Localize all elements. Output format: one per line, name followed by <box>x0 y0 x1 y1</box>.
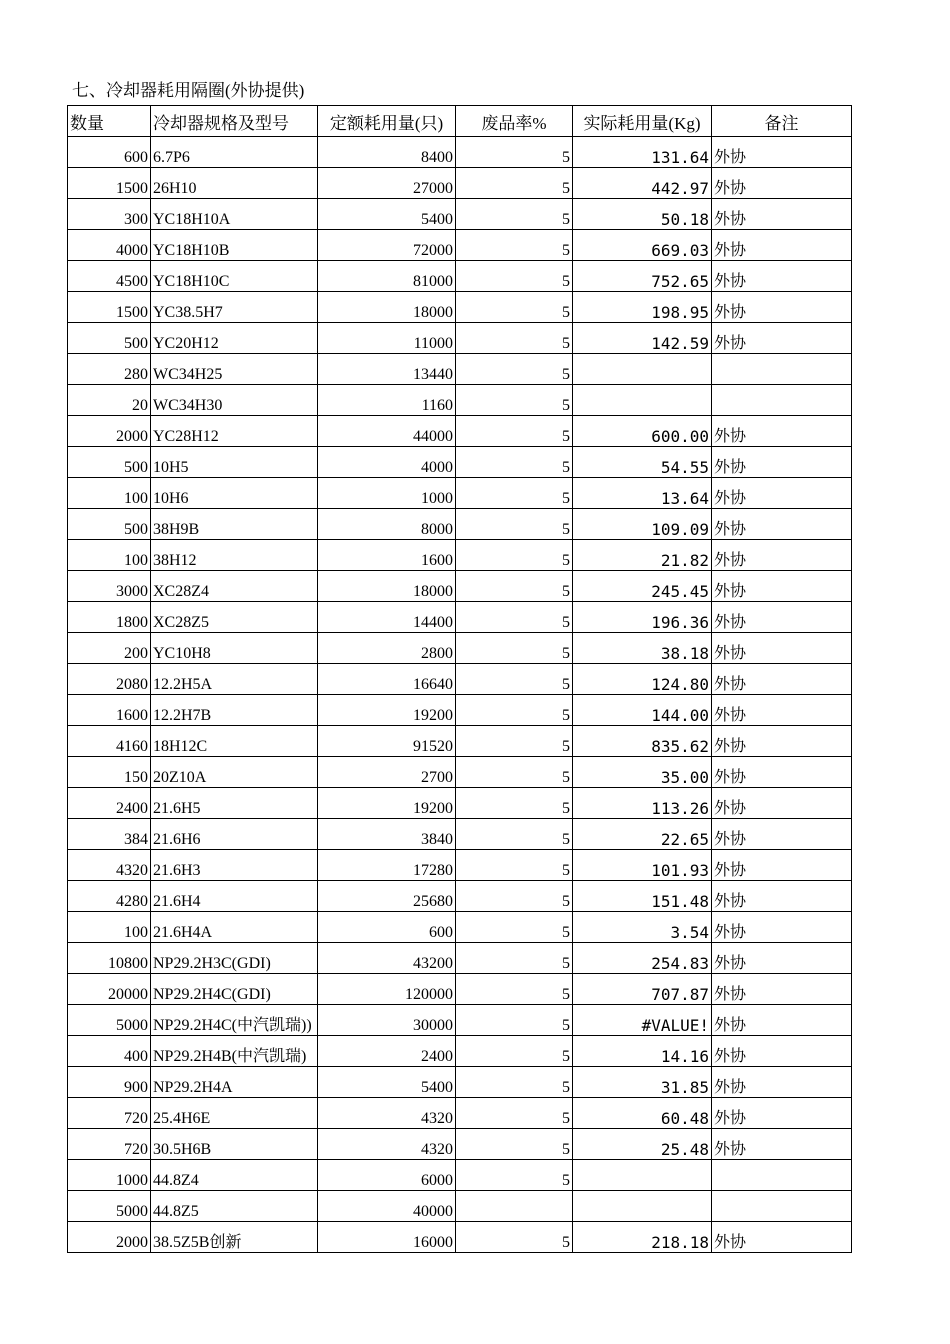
cell-waste-rate[interactable]: 5 <box>456 943 573 974</box>
cell-qty[interactable]: 100 <box>68 540 151 571</box>
cell-quota[interactable]: 18000 <box>318 571 456 602</box>
table-row <box>68 416 852 447</box>
cell-actual-usage[interactable] <box>573 385 712 416</box>
cell-actual-usage[interactable]: 835.62 <box>573 726 712 757</box>
cell-waste-rate[interactable]: 5 <box>456 788 573 819</box>
cell-actual-usage[interactable]: 752.65 <box>573 261 712 292</box>
cell-model[interactable]: 21.6H3 <box>151 850 318 881</box>
cell-waste-rate[interactable]: 5 <box>456 757 573 788</box>
cell-quota[interactable]: 5400 <box>318 1067 456 1098</box>
cell-qty[interactable]: 20000 <box>68 974 151 1005</box>
cell-qty[interactable]: 1500 <box>68 168 151 199</box>
table-row <box>68 1160 852 1191</box>
table-row <box>68 447 852 478</box>
cell-qty[interactable]: 2400 <box>68 788 151 819</box>
cell-actual-usage[interactable]: 151.48 <box>573 881 712 912</box>
cell-quota[interactable]: 44000 <box>318 416 456 447</box>
cell-model[interactable]: 38.5Z5B创新 <box>151 1222 318 1253</box>
cell-qty[interactable]: 10800 <box>68 943 151 974</box>
cell-note[interactable]: 外协 <box>712 1005 852 1036</box>
cell-qty[interactable]: 900 <box>68 1067 151 1098</box>
cell-model[interactable]: 44.8Z4 <box>151 1160 318 1191</box>
cell-note[interactable]: 外协 <box>712 881 852 912</box>
cell-model[interactable]: 12.2H7B <box>151 695 318 726</box>
cell-actual-usage[interactable]: 38.18 <box>573 633 712 664</box>
cell-model[interactable]: 20Z10A <box>151 757 318 788</box>
table-row <box>68 943 852 974</box>
cell-note[interactable]: 外协 <box>712 168 852 199</box>
cell-note[interactable]: 外协 <box>712 819 852 850</box>
cell-note[interactable]: 外协 <box>712 447 852 478</box>
table-row <box>68 1191 852 1222</box>
table-row <box>68 726 852 757</box>
cell-qty[interactable]: 720 <box>68 1098 151 1129</box>
cell-actual-usage[interactable] <box>573 354 712 385</box>
cell-waste-rate[interactable]: 5 <box>456 261 573 292</box>
cell-note[interactable]: 外协 <box>712 416 852 447</box>
header-row <box>68 106 852 137</box>
cell-waste-rate[interactable]: 5 <box>456 1160 573 1191</box>
cell-model[interactable]: NP29.2H4C(中汽凯瑞)) <box>151 1005 318 1036</box>
cell-qty[interactable]: 280 <box>68 354 151 385</box>
cell-model[interactable]: XC28Z5 <box>151 602 318 633</box>
cell-model[interactable]: YC20H12 <box>151 323 318 354</box>
cell-quota[interactable]: 4320 <box>318 1129 456 1160</box>
cell-model[interactable]: YC18H10B <box>151 230 318 261</box>
cell-note[interactable]: 外协 <box>712 602 852 633</box>
cell-actual-usage[interactable]: 245.45 <box>573 571 712 602</box>
cell-quota[interactable]: 17280 <box>318 850 456 881</box>
cell-note[interactable]: 外协 <box>712 726 852 757</box>
cell-quota[interactable]: 16640 <box>318 664 456 695</box>
cell-actual-usage[interactable]: 21.82 <box>573 540 712 571</box>
cell-actual-usage[interactable]: 142.59 <box>573 323 712 354</box>
cell-quota[interactable]: 13440 <box>318 354 456 385</box>
cell-waste-rate[interactable]: 5 <box>456 478 573 509</box>
table-row <box>68 571 852 602</box>
cell-note[interactable]: 外协 <box>712 850 852 881</box>
cell-waste-rate[interactable]: 5 <box>456 633 573 664</box>
cell-qty[interactable]: 2000 <box>68 416 151 447</box>
cell-qty[interactable]: 4500 <box>68 261 151 292</box>
table-row <box>68 230 852 261</box>
cell-qty[interactable]: 4320 <box>68 850 151 881</box>
cell-actual-usage[interactable] <box>573 1160 712 1191</box>
cell-model[interactable]: XC28Z4 <box>151 571 318 602</box>
cell-actual-usage[interactable]: 109.09 <box>573 509 712 540</box>
cell-qty[interactable]: 500 <box>68 509 151 540</box>
cell-model[interactable]: 18H12C <box>151 726 318 757</box>
cell-note[interactable]: 外协 <box>712 323 852 354</box>
cell-actual-usage[interactable]: #VALUE! <box>573 1005 712 1036</box>
cell-qty[interactable]: 3000 <box>68 571 151 602</box>
cell-waste-rate[interactable]: 5 <box>456 323 573 354</box>
cell-note[interactable]: 外协 <box>712 1129 852 1160</box>
cell-quota[interactable]: 600 <box>318 912 456 943</box>
cell-note[interactable]: 外协 <box>712 478 852 509</box>
cell-quota[interactable]: 8000 <box>318 509 456 540</box>
cell-qty[interactable]: 200 <box>68 633 151 664</box>
cell-waste-rate[interactable]: 5 <box>456 292 573 323</box>
cell-model[interactable]: NP29.2H3C(GDI) <box>151 943 318 974</box>
cell-quota[interactable]: 1160 <box>318 385 456 416</box>
cell-qty[interactable]: 5000 <box>68 1191 151 1222</box>
table-row <box>68 261 852 292</box>
cell-model[interactable]: 10H5 <box>151 447 318 478</box>
table-row <box>68 1036 852 1067</box>
cell-note[interactable]: 外协 <box>712 1067 852 1098</box>
cell-quota[interactable]: 6000 <box>318 1160 456 1191</box>
cell-model[interactable]: 21.6H6 <box>151 819 318 850</box>
cell-note[interactable]: 外协 <box>712 137 852 168</box>
cell-actual-usage[interactable]: 35.00 <box>573 757 712 788</box>
cell-quota[interactable]: 120000 <box>318 974 456 1005</box>
table-row <box>68 1129 852 1160</box>
table-row <box>68 1005 852 1036</box>
cell-actual-usage[interactable]: 54.55 <box>573 447 712 478</box>
cell-qty[interactable]: 4280 <box>68 881 151 912</box>
cell-waste-rate[interactable]: 5 <box>456 819 573 850</box>
table-row <box>68 1098 852 1129</box>
cell-note[interactable] <box>712 385 852 416</box>
table-row <box>68 881 852 912</box>
cell-qty[interactable]: 4000 <box>68 230 151 261</box>
cell-quota[interactable]: 25680 <box>318 881 456 912</box>
table-row <box>68 664 852 695</box>
cell-quota[interactable]: 2800 <box>318 633 456 664</box>
cell-qty[interactable]: 384 <box>68 819 151 850</box>
cell-quota[interactable]: 14400 <box>318 602 456 633</box>
cell-note[interactable]: 外协 <box>712 633 852 664</box>
cell-model[interactable]: 38H9B <box>151 509 318 540</box>
cell-quota[interactable]: 43200 <box>318 943 456 974</box>
cell-actual-usage[interactable]: 669.03 <box>573 230 712 261</box>
cell-actual-usage[interactable]: 113.26 <box>573 788 712 819</box>
cell-waste-rate[interactable]: 5 <box>456 1098 573 1129</box>
cell-actual-usage[interactable]: 124.80 <box>573 664 712 695</box>
cell-model[interactable]: NP29.2H4C(GDI) <box>151 974 318 1005</box>
cell-model[interactable]: 44.8Z5 <box>151 1191 318 1222</box>
cell-waste-rate[interactable]: 5 <box>456 1067 573 1098</box>
table-row <box>68 757 852 788</box>
cell-waste-rate[interactable]: 5 <box>456 137 573 168</box>
cell-quota[interactable]: 72000 <box>318 230 456 261</box>
cell-note[interactable]: 外协 <box>712 757 852 788</box>
cell-note[interactable]: 外协 <box>712 509 852 540</box>
table-row <box>68 602 852 633</box>
table-row <box>68 323 852 354</box>
cell-actual-usage[interactable]: 22.65 <box>573 819 712 850</box>
cell-waste-rate[interactable]: 5 <box>456 1005 573 1036</box>
cell-waste-rate[interactable]: 5 <box>456 695 573 726</box>
table-row <box>68 509 852 540</box>
cell-qty[interactable]: 2000 <box>68 1222 151 1253</box>
cell-quota[interactable]: 16000 <box>318 1222 456 1253</box>
header-quota[interactable]: 定额耗用量(只) <box>318 106 456 137</box>
table-row <box>68 695 852 726</box>
cell-note[interactable]: 外协 <box>712 571 852 602</box>
table-row <box>68 168 852 199</box>
cell-actual-usage[interactable] <box>573 1191 712 1222</box>
table-row <box>68 974 852 1005</box>
cell-qty[interactable]: 100 <box>68 912 151 943</box>
cell-waste-rate[interactable] <box>456 1191 573 1222</box>
cell-quota[interactable]: 4320 <box>318 1098 456 1129</box>
header-qty[interactable]: 数量 <box>68 106 151 137</box>
cell-quota[interactable]: 1000 <box>318 478 456 509</box>
cell-waste-rate[interactable]: 5 <box>456 416 573 447</box>
cell-model[interactable]: YC18H10C <box>151 261 318 292</box>
cell-waste-rate[interactable]: 5 <box>456 1129 573 1160</box>
cell-qty[interactable]: 1500 <box>68 292 151 323</box>
cell-quota[interactable]: 4000 <box>318 447 456 478</box>
cell-note[interactable] <box>712 1160 852 1191</box>
cell-qty[interactable]: 300 <box>68 199 151 230</box>
cell-model[interactable]: 21.6H5 <box>151 788 318 819</box>
cell-quota[interactable]: 8400 <box>318 137 456 168</box>
cell-waste-rate[interactable]: 5 <box>456 571 573 602</box>
cell-actual-usage[interactable]: 3.54 <box>573 912 712 943</box>
cell-actual-usage[interactable]: 50.18 <box>573 199 712 230</box>
cell-qty[interactable]: 1600 <box>68 695 151 726</box>
cell-quota[interactable]: 91520 <box>318 726 456 757</box>
cell-actual-usage[interactable]: 131.64 <box>573 137 712 168</box>
cell-qty[interactable]: 4160 <box>68 726 151 757</box>
header-model[interactable]: 冷却器规格及型号 <box>151 106 318 137</box>
cell-qty[interactable]: 1800 <box>68 602 151 633</box>
sheet-title: 七、冷却器耗用隔圈(外协提供) <box>72 81 305 100</box>
cell-qty[interactable]: 2080 <box>68 664 151 695</box>
cell-waste-rate[interactable]: 5 <box>456 726 573 757</box>
cell-model[interactable]: 6.7P6 <box>151 137 318 168</box>
cell-qty[interactable]: 1000 <box>68 1160 151 1191</box>
cell-qty[interactable]: 100 <box>68 478 151 509</box>
cell-model[interactable]: 21.6H4A <box>151 912 318 943</box>
cell-quota[interactable]: 5400 <box>318 199 456 230</box>
cell-waste-rate[interactable]: 5 <box>456 912 573 943</box>
cell-waste-rate[interactable]: 5 <box>456 974 573 1005</box>
cell-model[interactable]: 25.4H6E <box>151 1098 318 1129</box>
cell-waste-rate[interactable]: 5 <box>456 230 573 261</box>
cell-quota[interactable]: 27000 <box>318 168 456 199</box>
cell-qty[interactable]: 5000 <box>68 1005 151 1036</box>
cell-waste-rate[interactable]: 5 <box>456 447 573 478</box>
cell-note[interactable]: 外协 <box>712 664 852 695</box>
cell-waste-rate[interactable]: 5 <box>456 168 573 199</box>
cell-actual-usage[interactable]: 442.97 <box>573 168 712 199</box>
cell-qty[interactable]: 600 <box>68 137 151 168</box>
table-row <box>68 137 852 168</box>
table-row <box>68 1222 852 1253</box>
cell-actual-usage[interactable]: 144.00 <box>573 695 712 726</box>
cell-waste-rate[interactable]: 5 <box>456 602 573 633</box>
cell-waste-rate[interactable]: 5 <box>456 509 573 540</box>
table-row <box>68 633 852 664</box>
cell-actual-usage[interactable]: 600.00 <box>573 416 712 447</box>
cell-waste-rate[interactable]: 5 <box>456 540 573 571</box>
cell-note[interactable]: 外协 <box>712 1036 852 1067</box>
cell-model[interactable]: 30.5H6B <box>151 1129 318 1160</box>
cell-actual-usage[interactable]: 254.83 <box>573 943 712 974</box>
cell-note[interactable] <box>712 1191 852 1222</box>
cell-note[interactable] <box>712 354 852 385</box>
cell-waste-rate[interactable]: 5 <box>456 385 573 416</box>
table-row <box>68 788 852 819</box>
cell-model[interactable]: YC10H8 <box>151 633 318 664</box>
spacer-usage-table <box>67 105 852 1253</box>
cell-qty[interactable]: 500 <box>68 447 151 478</box>
cell-model[interactable]: 26H10 <box>151 168 318 199</box>
table-row <box>68 912 852 943</box>
cell-model[interactable]: NP29.2H4A <box>151 1067 318 1098</box>
cell-actual-usage[interactable]: 196.36 <box>573 602 712 633</box>
table-row <box>68 478 852 509</box>
cell-qty[interactable]: 720 <box>68 1129 151 1160</box>
cell-note[interactable]: 外协 <box>712 199 852 230</box>
cell-note[interactable]: 外协 <box>712 974 852 1005</box>
cell-note[interactable]: 外协 <box>712 1098 852 1129</box>
cell-quota[interactable]: 18000 <box>318 292 456 323</box>
cell-quota[interactable]: 2700 <box>318 757 456 788</box>
cell-model[interactable]: WC34H30 <box>151 385 318 416</box>
cell-quota[interactable]: 40000 <box>318 1191 456 1222</box>
cell-actual-usage[interactable]: 14.16 <box>573 1036 712 1067</box>
cell-note[interactable]: 外协 <box>712 261 852 292</box>
cell-model[interactable]: YC28H12 <box>151 416 318 447</box>
cell-quota[interactable]: 1600 <box>318 540 456 571</box>
cell-actual-usage[interactable]: 101.93 <box>573 850 712 881</box>
cell-waste-rate[interactable]: 5 <box>456 881 573 912</box>
cell-waste-rate[interactable]: 5 <box>456 1036 573 1067</box>
cell-model[interactable]: 38H12 <box>151 540 318 571</box>
table-row <box>68 850 852 881</box>
cell-actual-usage[interactable]: 218.18 <box>573 1222 712 1253</box>
cell-note[interactable]: 外协 <box>712 943 852 974</box>
cell-qty[interactable]: 150 <box>68 757 151 788</box>
cell-note[interactable]: 外协 <box>712 292 852 323</box>
cell-model[interactable]: 10H6 <box>151 478 318 509</box>
cell-model[interactable]: WC34H25 <box>151 354 318 385</box>
table-row <box>68 540 852 571</box>
cell-note[interactable]: 外协 <box>712 788 852 819</box>
table-row <box>68 199 852 230</box>
header-actual-usage[interactable]: 实际耗用量(Kg) <box>573 106 712 137</box>
table-row <box>68 292 852 323</box>
cell-note[interactable]: 外协 <box>712 1222 852 1253</box>
cell-actual-usage[interactable]: 60.48 <box>573 1098 712 1129</box>
cell-waste-rate[interactable]: 5 <box>456 664 573 695</box>
cell-waste-rate[interactable]: 5 <box>456 1222 573 1253</box>
cell-waste-rate[interactable]: 5 <box>456 850 573 881</box>
table-row <box>68 385 852 416</box>
cell-waste-rate[interactable]: 5 <box>456 199 573 230</box>
cell-actual-usage[interactable]: 198.95 <box>573 292 712 323</box>
cell-model[interactable]: YC38.5H7 <box>151 292 318 323</box>
cell-note[interactable]: 外协 <box>712 540 852 571</box>
cell-note[interactable]: 外协 <box>712 695 852 726</box>
cell-model[interactable]: 21.6H4 <box>151 881 318 912</box>
table-row <box>68 354 852 385</box>
cell-quota[interactable]: 11000 <box>318 323 456 354</box>
cell-model[interactable]: NP29.2H4B(中汽凯瑞) <box>151 1036 318 1067</box>
header-waste-rate[interactable]: 废品率% <box>456 106 573 137</box>
cell-quota[interactable]: 3840 <box>318 819 456 850</box>
cell-quota[interactable]: 2400 <box>318 1036 456 1067</box>
cell-actual-usage[interactable]: 25.48 <box>573 1129 712 1160</box>
cell-note[interactable]: 外协 <box>712 230 852 261</box>
cell-waste-rate[interactable]: 5 <box>456 354 573 385</box>
cell-model[interactable]: YC18H10A <box>151 199 318 230</box>
cell-quota[interactable]: 19200 <box>318 695 456 726</box>
cell-qty[interactable]: 400 <box>68 1036 151 1067</box>
cell-model[interactable]: 12.2H5A <box>151 664 318 695</box>
cell-quota[interactable]: 81000 <box>318 261 456 292</box>
cell-actual-usage[interactable]: 13.64 <box>573 478 712 509</box>
header-note[interactable]: 备注 <box>712 106 852 137</box>
cell-actual-usage[interactable]: 31.85 <box>573 1067 712 1098</box>
cell-qty[interactable]: 500 <box>68 323 151 354</box>
cell-actual-usage[interactable]: 707.87 <box>573 974 712 1005</box>
table-row <box>68 819 852 850</box>
cell-qty[interactable]: 20 <box>68 385 151 416</box>
cell-note[interactable]: 外协 <box>712 912 852 943</box>
cell-quota[interactable]: 19200 <box>318 788 456 819</box>
cell-quota[interactable]: 30000 <box>318 1005 456 1036</box>
table-body <box>68 137 852 1253</box>
table-row <box>68 1067 852 1098</box>
